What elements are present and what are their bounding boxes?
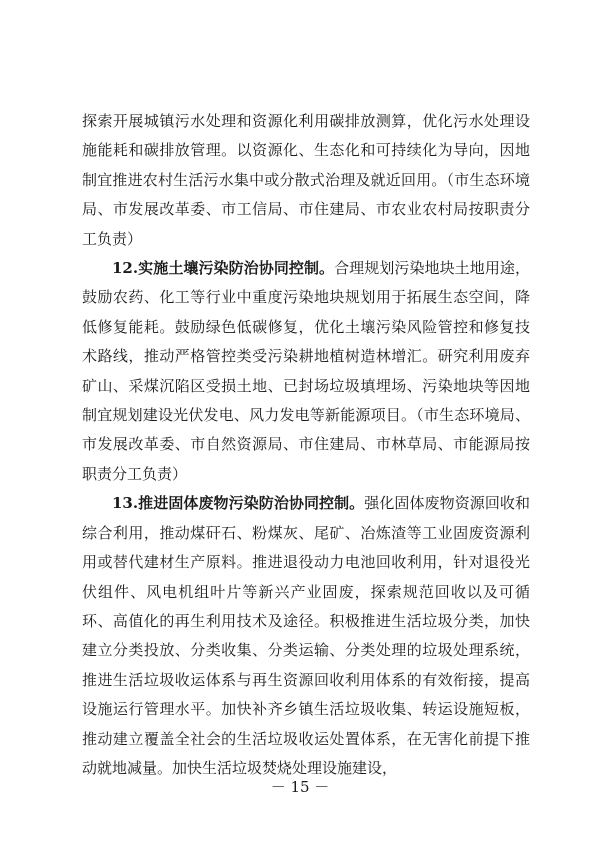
body-text	[82, 107, 530, 783]
paragraph-continuation	[82, 107, 530, 254]
paragraph-item-13	[82, 489, 530, 783]
item-heading: 12.实施土壤污染防治协同控制。	[112, 259, 335, 278]
item-heading: 13.推进固体废物污染防治协同控制。	[112, 494, 365, 513]
paragraph-item-12	[82, 254, 530, 489]
page-number: － 15 －	[270, 778, 330, 796]
paragraph-text: 强化固体废物资源回收和综合利用，推动煤矸石、粉煤灰、尾矿、冶炼渣等工业固废资源利用或替代建材生产原料。推进退役动力电池回收利用，针对退役光伏组件、风电机组叶片等新兴产业固废，探索规范回收以及可循环、高值化的再生利用技术及途径。积极推进生活垃圾分类，加快建立分类投放、分类收集、分类运输、分类处理的垃圾处理系统，推进生活垃圾收运体系与再生资源回收利用体系的有效衔接，提高设施运行管理水平。加快补齐乡镇生活垃圾收集、转运设施短板，推动建立覆盖全社会的生活垃圾收运处置体系，在无害化前提下推动就地减量。加快生活垃圾焚烧处理设施建设，	[82, 494, 530, 777]
paragraph-text: 探索开展城镇污水处理和资源化利用碳排放测算，优化污水处理设施能耗和碳排放管理。以资源化、生态化和可持续化为导向，因地制宜推进农村生活污水集中或分散式治理及就近回用。（市生态环境局、市发展改革委、市工信局、市住建局、市农业农村局按职责分工负责）	[82, 112, 530, 248]
paragraph-text: 合理规划污染地块土地用途，鼓励农药、化工等行业中重度污染地块规划用于拓展生态空间，降低修复能耗。鼓励绿色低碳修复，优化土壤污染风险管控和修复技术路线，推动严格管控类受污染耕地植树造林增汇。研究利用废弃矿山、采煤沉陷区受损土地、已封场垃圾填埋场、污染地块等因地制宜规划建设光伏发电、风力发电等新能源项目。（市生态环境局、市发展改革委、市自然资源局、市住建局、市林草局、市能源局按职责分工负责）	[82, 259, 530, 483]
